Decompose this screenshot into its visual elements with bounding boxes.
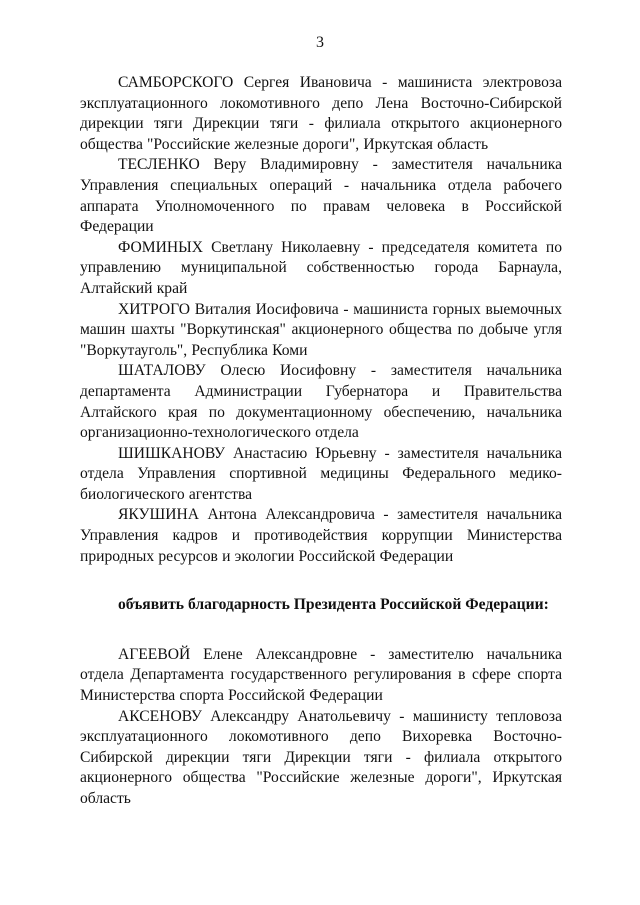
section-heading: объявить благодарность Президента Российской Федерации: xyxy=(118,596,549,614)
document-body xyxy=(80,73,562,810)
award-entry: САМБОРСКОГО Сергея Ивановича - машиниста электровоза эксплуатационного локомотивного депо Лена Восточно-Сибирской дирекции тяги Дирекции тяги - филиала открытого акционерного общества "Российские железные дороги", Иркутская область xyxy=(80,74,562,153)
award-entry: ШАТАЛОВУ Олесю Иосифовну - заместителя начальника департамента Администрации Губернатора и Правительства Алтайского края по документационному обеспечению, начальника организационно-технологического отдела xyxy=(80,362,562,442)
gratitude-entry: АКСЕНОВУ Александру Анатольевичу - машинисту тепловоза эксплуатационного локомотивного депо Вихоревка Восточно-Сибирской дирекции тяги Дирекции тяги - филиала открытого акционерного общества "Российские железные дороги", Иркутская область xyxy=(80,707,562,807)
gratitude-entry: АГЕЕВОЙ Елене Александровне - заместителю начальника отдела Департамента государственного регулирования в сфере спорта Министерства спорта Российской Федерации xyxy=(80,645,562,705)
award-entry: ХИТРОГО Виталия Иосифовича - машиниста горных выемочных машин шахты "Воркутинская" акционерного общества по добыче угля "Воркутауголь", Республика Коми xyxy=(80,300,562,359)
award-entry: ЯКУШИНА Антона Александровича - заместителя начальника Управления кадров и противодействия коррупции Министерства природных ресурсов и экологии Российской Федерации xyxy=(80,506,562,565)
award-entry: ШИШКАНОВУ Анастасию Юрьевну - заместителя начальника отдела Управления спортивной медицины Федерального медико-биологического агентства xyxy=(80,444,562,503)
award-entry: ТЕСЛЕНКО Веру Владимировну - заместителя начальника Управления специальных операций - начальника отдела рабочего аппарата Уполномоченного по правам человека в Российской Федерации xyxy=(80,156,562,236)
award-entry: ФОМИНЫХ Светлану Николаевну - председателя комитета по управлению муниципальной собственностью города Барнаула, Алтайский край xyxy=(80,238,562,297)
page-number: 3 xyxy=(316,34,324,51)
